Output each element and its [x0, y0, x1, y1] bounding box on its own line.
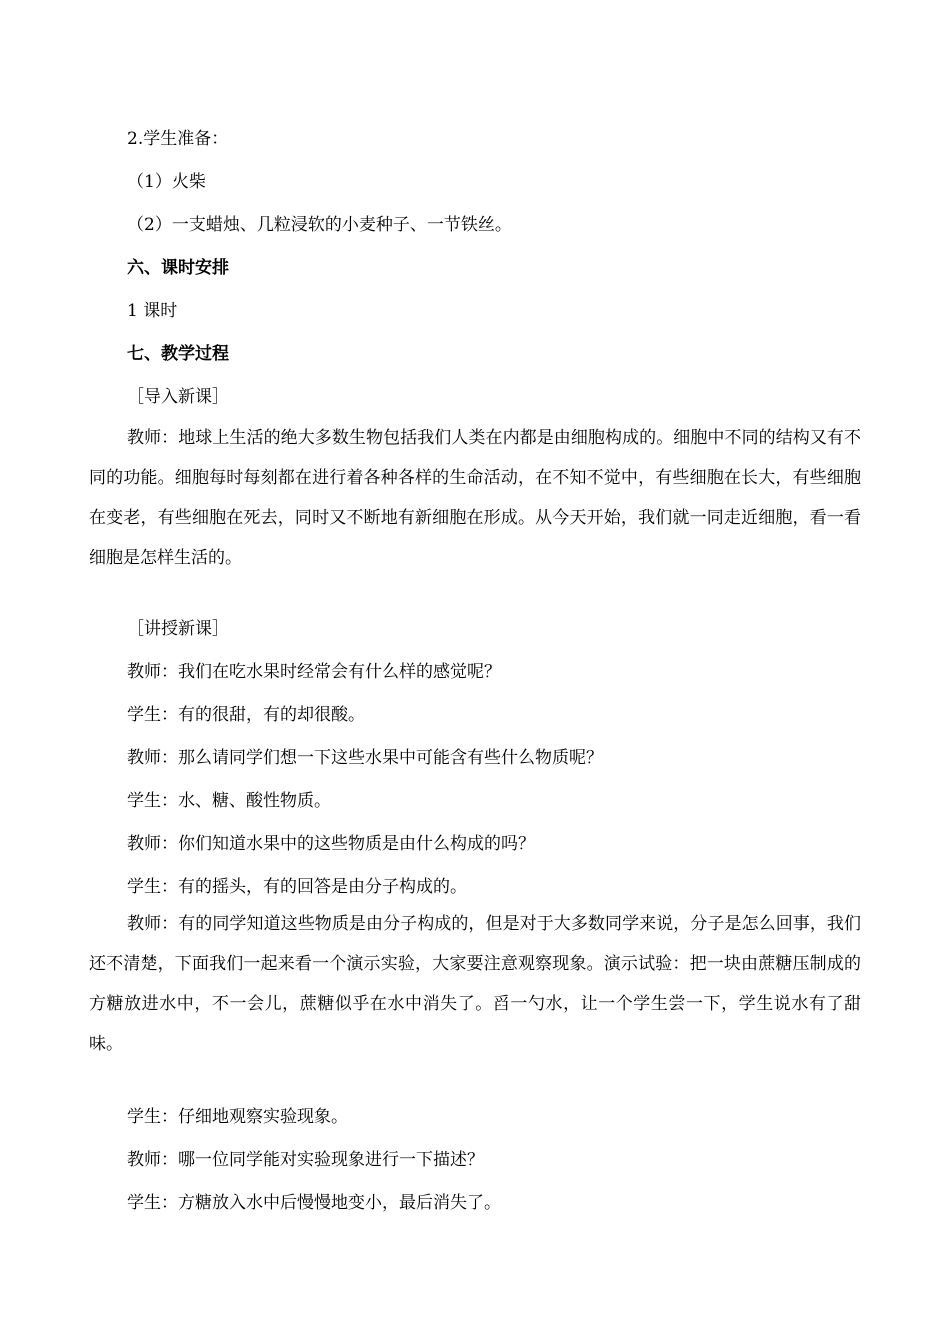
- dialog-line-4: 学生：水、糖、酸性物质。: [127, 791, 331, 811]
- dialog-paragraph-7: 教师：有的同学知道这些物质是由分子构成的，但是对于大多数同学来说，分子是怎么回事，我们还不清楚，下面我们一起来看一个演示实验，大家要注意观察现象。演示试验：把一块由蔗糖压制成的方糖放进水中，不一会儿，蔗糖似乎在水中消失了。舀一勺水，让一个学生尝一下，学生说水有了甜味。: [89, 914, 861, 1054]
- section-6-heading: 六、课时安排: [127, 258, 229, 278]
- student-prep-item-2: （2）一支蜡烛、几粒浸软的小麦种子、一节铁丝。: [127, 215, 512, 235]
- intro-label: ［导入新课］: [127, 387, 229, 407]
- dialog-line-2: 学生：有的很甜，有的却很酸。: [127, 705, 365, 725]
- intro-paragraph: 教师：地球上生活的绝大多数生物包括我们人类在内都是由细胞构成的。细胞中不同的结构又有不同的功能。细胞每时每刻都在进行着各种各样的生命活动，在不知不觉中，有些细胞在长大，有些细胞在变老，有些细胞在死去，同时又不断地有新细胞在形成。从今天开始，我们就一同走近细胞，看一看细胞是怎样生活的。: [89, 428, 861, 568]
- dialog-line-8: 学生：仔细地观察实验现象。: [127, 1107, 348, 1127]
- lecture-label: ［讲授新课］: [127, 619, 229, 639]
- section-6-text: 1 课时: [127, 301, 178, 321]
- dialog-line-3: 教师：那么请同学们想一下这些水果中可能含有些什么物质呢？: [127, 748, 603, 768]
- dialog-line-6: 学生：有的摇头，有的回答是由分子构成的。: [127, 877, 467, 897]
- student-prep-item-1: （1）火柴: [127, 172, 206, 192]
- dialog-line-5: 教师：你们知道水果中的这些物质是由什么构成的吗？: [127, 834, 535, 854]
- student-prep-heading: 2.学生准备：: [127, 129, 229, 149]
- dialog-line-10: 学生：方糖放入水中后慢慢地变小，最后消失了。: [127, 1193, 501, 1213]
- dialog-line-9: 教师：哪一位同学能对实验现象进行一下描述？: [127, 1150, 484, 1170]
- section-7-heading: 七、教学过程: [127, 344, 229, 364]
- dialog-line-1: 教师：我们在吃水果时经常会有什么样的感觉呢？: [127, 662, 501, 682]
